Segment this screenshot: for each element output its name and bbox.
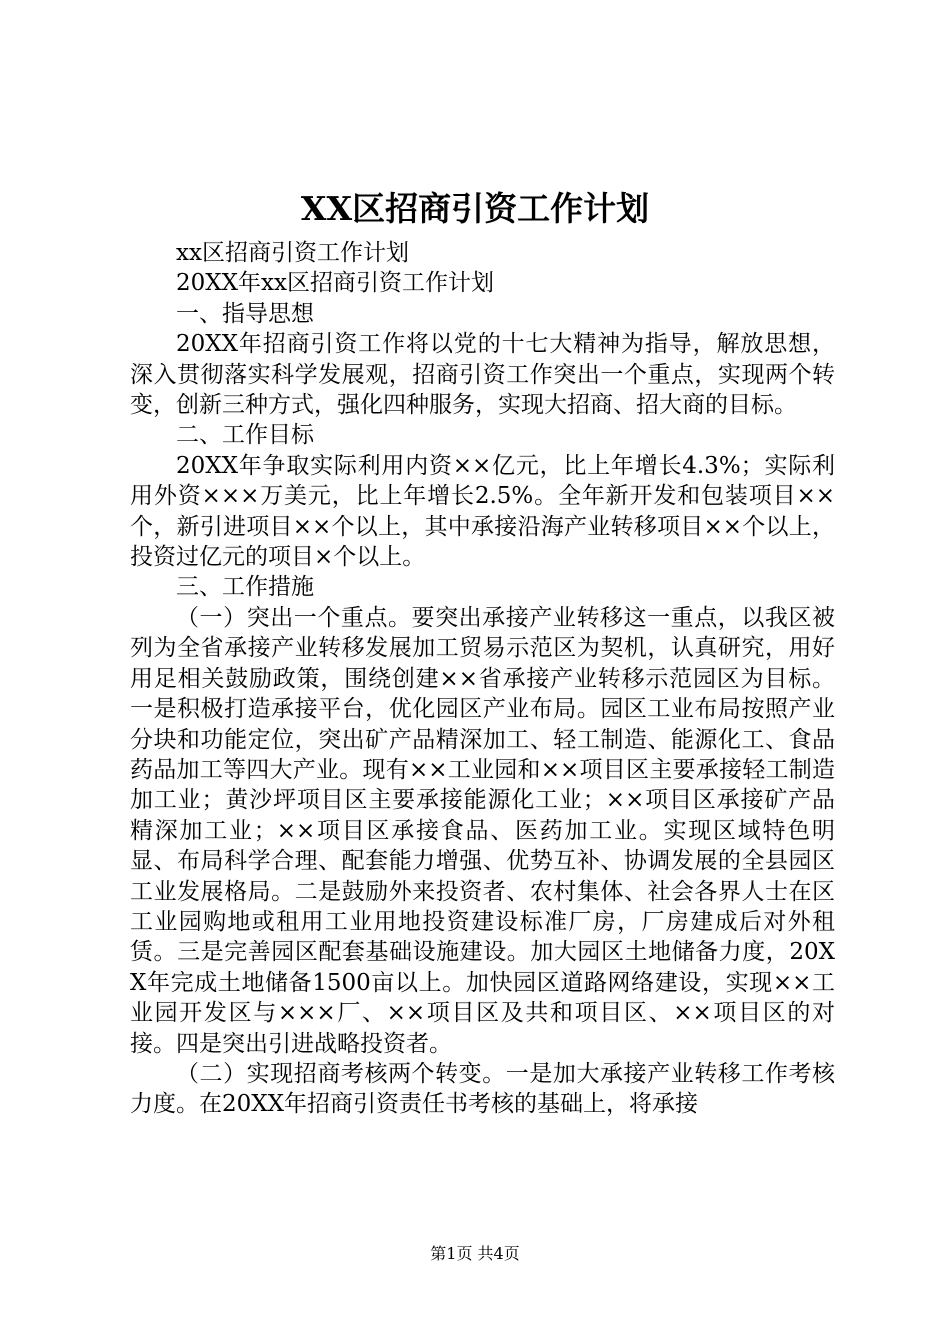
- section-heading-work-goals: 二、工作目标: [176, 422, 314, 449]
- paragraph-work-goals: 20XX年争取实际利用内资××亿元，比上年增长4.3%；实际利用外资×××万美元，比上年增长2.5%。全年新开发和包装项目××个，新引进项目××个以上，其中承接沿海产业转移项目××个以上，投资过亿元的项目×个以上。: [130, 452, 835, 571]
- paragraph-guiding-ideology: 20XX年招商引资工作将以党的十七大精神为指导，解放思想，深入贯彻落实科学发展观，招商引资工作突出一个重点，实现两个转变，创新三种方式，强化四种服务，实现大招商、招大商的目标。: [130, 331, 835, 419]
- page-footer: 第1页 共4页: [430, 1244, 520, 1263]
- section-heading-work-measures: 三、工作措施: [176, 574, 314, 601]
- paragraph-plan-title: 20XX年xx区招商引资工作计划: [176, 270, 494, 297]
- document-title: XX区招商引资工作计划: [300, 189, 650, 228]
- paragraph-measure-two: （二）实现招商考核两个转变。一是加大承接产业转移工作考核力度。在20XX年招商引资责任书考核的基础上，将承接: [130, 1060, 835, 1118]
- paragraph-subtitle: xx区招商引资工作计划: [176, 240, 409, 266]
- section-heading-guiding-ideology: 一、指导思想: [176, 300, 314, 327]
- document-body: [130, 238, 835, 1120]
- paragraph-measure-one: （一）突出一个重点。要突出承接产业转移这一重点，以我区被列为全省承接产业转移发展加工贸易示范区为契机，认真研究，用好用足相关鼓励政策，围绕创建××省承接产业转移示范园区为目标。一是积极打造承接平台，优化园区产业布局。园区工业布局按照产业分块和功能定位，突出矿产品精深加工、轻工制造、能源化工、食品药品加工等四大产业。现有××工业园和××项目区主要承接轻工制造加工业；黄沙坪项目区主要承接能源化工业；××项目区承接矿产品精深加工业；××项目区承接食品、医药加工业。实现区域特色明显、布局科学合理、配套能力增强、优势互补、协调发展的全县园区工业发展格局。二是鼓励外来投资者、农村集体、社会各界人士在区工业园购地或租用工业用地投资建设标准厂房，厂房建成后对外租赁。三是完善园区配套基础设施建设。加大园区土地储备力度，20XX年完成土地储备1500亩以上。加快园区道路网络建设，实现××工业园开发区与×××厂、××项目区及共和项目区、××项目区的对接。四是突出引进战略投资者。: [130, 604, 835, 1057]
